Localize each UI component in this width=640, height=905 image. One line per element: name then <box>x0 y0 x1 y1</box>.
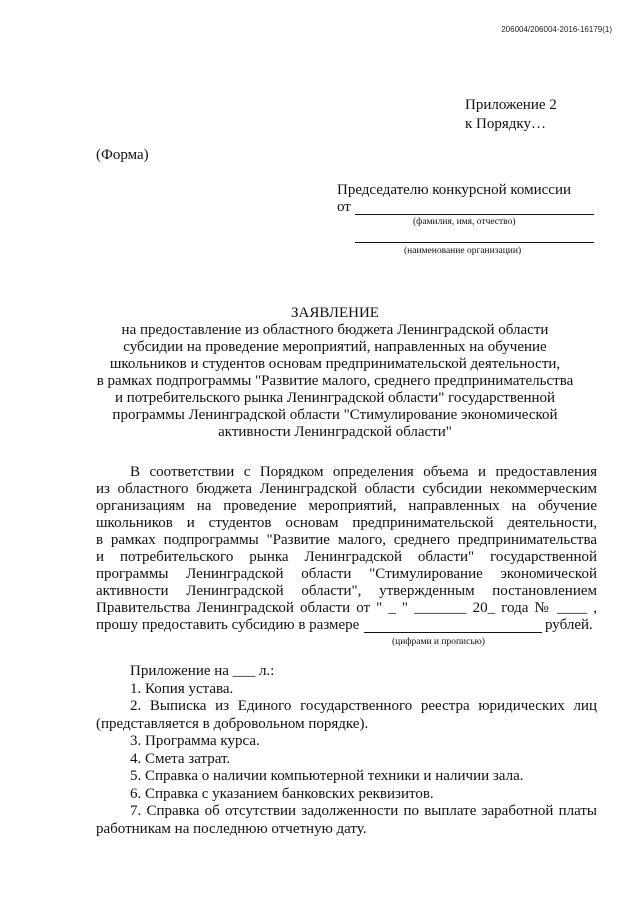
organization-line <box>355 242 594 243</box>
appendix-reference: к Порядку… <box>465 116 546 132</box>
body-line: активности Ленинградской области", утвержденным постановлением <box>96 583 597 599</box>
appendix-label: Приложение 2 <box>465 97 557 113</box>
title-line: школьников и студентов основам предпринимательской деятельности, <box>109 356 561 372</box>
body-line: и потребительского рынка Ленинградской области" государственной <box>96 549 597 565</box>
list-item: 6. Справка с указанием банковских реквизитов. <box>130 785 434 802</box>
title-heading: ЗАЯВЛЕНИЕ <box>291 305 379 321</box>
from-name-caption: (фамилия, имя, отчество) <box>413 217 516 227</box>
list-item: 7. Справка об отсутствии задолженности по выплате заработной платы <box>130 803 597 819</box>
body-line: организациям на проведение мероприятий, направленных на обучение <box>96 498 597 514</box>
body-line: школьников и студентов основам предпринимательской деятельности, <box>96 515 597 531</box>
request-text: прошу предоставить субсидию в размере <box>96 617 360 633</box>
title-line: на предоставление из областного бюджета Ленинградской области <box>121 322 549 338</box>
title-line: в рамках подпрограммы "Развитие малого, среднего предпринимательства <box>96 373 574 389</box>
body-line: В соответствии с Порядком определения объема и предоставления <box>130 464 597 480</box>
amount-caption: (цифрами и прописью) <box>392 637 485 647</box>
attachments-intro: Приложение на ___ л.: <box>130 663 275 679</box>
title-line: программы Ленинградской области "Стимулирование экономической <box>112 407 558 423</box>
body-line: программы Ленинградской области "Стимулирование экономической <box>96 566 597 582</box>
list-item: 1. Копия устава. <box>130 680 234 697</box>
currency-label: рублей. <box>545 617 593 633</box>
body-paragraph <box>96 464 597 617</box>
document-id: 206004/206004-2016-16179(1) <box>501 25 612 34</box>
body-line: Правительства Ленинградской области от " _ " _______ 20_ года № ____ , <box>96 600 597 616</box>
list-item: (представляется в добровольном порядке). <box>96 715 369 732</box>
title-line: субсидии на проведение мероприятий, направленных на обучение <box>123 339 547 355</box>
attachments-list <box>96 663 597 838</box>
addressee: Председателю конкурсной комиссии <box>337 182 572 198</box>
list-item: 3. Программа курса. <box>130 733 260 749</box>
list-item: 2. Выписка из Единого государственного реестра юридических лиц <box>130 698 597 714</box>
title-line: и потребительского рынка Ленинградской области" государственной <box>114 390 556 406</box>
body-line: из областного бюджета Ленинградской области субсидии некоммерческим <box>96 481 597 497</box>
from-name-line <box>355 214 594 215</box>
title-line: активности Ленинградской области" <box>218 424 452 440</box>
organization-caption: (наименование организации) <box>404 246 522 256</box>
list-item: 4. Смета затрат. <box>130 750 231 767</box>
list-item: 5. Справка о наличии компьютерной техники и наличии зала. <box>130 768 524 784</box>
from-label: от <box>337 199 351 215</box>
amount-line <box>364 632 542 633</box>
body-line: в рамках подпрограммы "Развитие малого, среднего предпринимательства <box>96 532 597 548</box>
form-label: (Форма) <box>96 147 149 163</box>
application-title <box>95 305 575 441</box>
list-item: работникам на последнюю отчетную дату. <box>96 820 367 837</box>
